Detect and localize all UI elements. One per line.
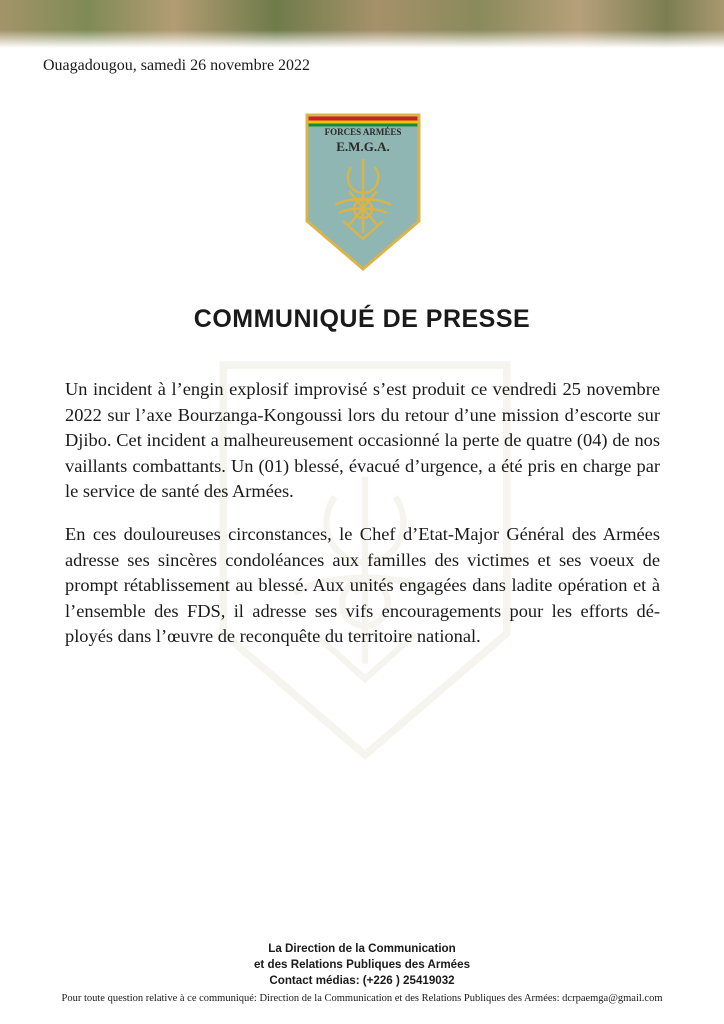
emblem-acronym: E.M.G.A. bbox=[336, 139, 390, 154]
signature-block bbox=[0, 941, 724, 989]
paragraph-condolences: En ces douloureuses circonstances, le Chef d’Etat-Major Général des Armées adresse ses sincères condoléances aux familles des victimes et ses voeux de prompt rétablissement au blessé. Aux unités engagées dans ladite opération et à l’ensemble des FDS, il adresse ses vifs encouragements pour les efforts déployés dans l’œuvre de reconquête du territoire national. bbox=[65, 524, 660, 646]
footer-note: Pour toute question relative à ce communiqué: Direction de la Communication et des Relations Publiques des Armées: dcrpaemga@gmail.com bbox=[61, 993, 663, 1004]
date-line: Ouagadougou, samedi 26 novembre 2022 bbox=[43, 57, 311, 74]
signature-contact: Contact médias: (+226 ) 25419032 bbox=[269, 974, 455, 987]
paragraph-incident: Un incident à l’engin explosif improvisé s’est produit ce vendredi 25 novembre 2022 sur l’axe Bourzanga-Kongoussi lors du retour d’une mission d’escorte sur Djibo. Cet incident a malheureusement occasionné la perte de quatre (04) de nos vaillants combattants. Un (01) blessé, évacué d’urgence, a été pris en charge par le service de santé des Armées. bbox=[65, 379, 660, 501]
page-title: COMMUNIQUÉ DE PRESSE bbox=[193, 305, 531, 333]
signature-line-2: et des Relations Publiques des Armées bbox=[253, 958, 471, 971]
emga-emblem-logo bbox=[305, 113, 421, 271]
signature-line-1: La Direction de la Communication bbox=[268, 942, 456, 955]
camouflage-header-band bbox=[0, 0, 724, 48]
emblem-top-text: FORCES ARMÉES bbox=[324, 127, 402, 137]
